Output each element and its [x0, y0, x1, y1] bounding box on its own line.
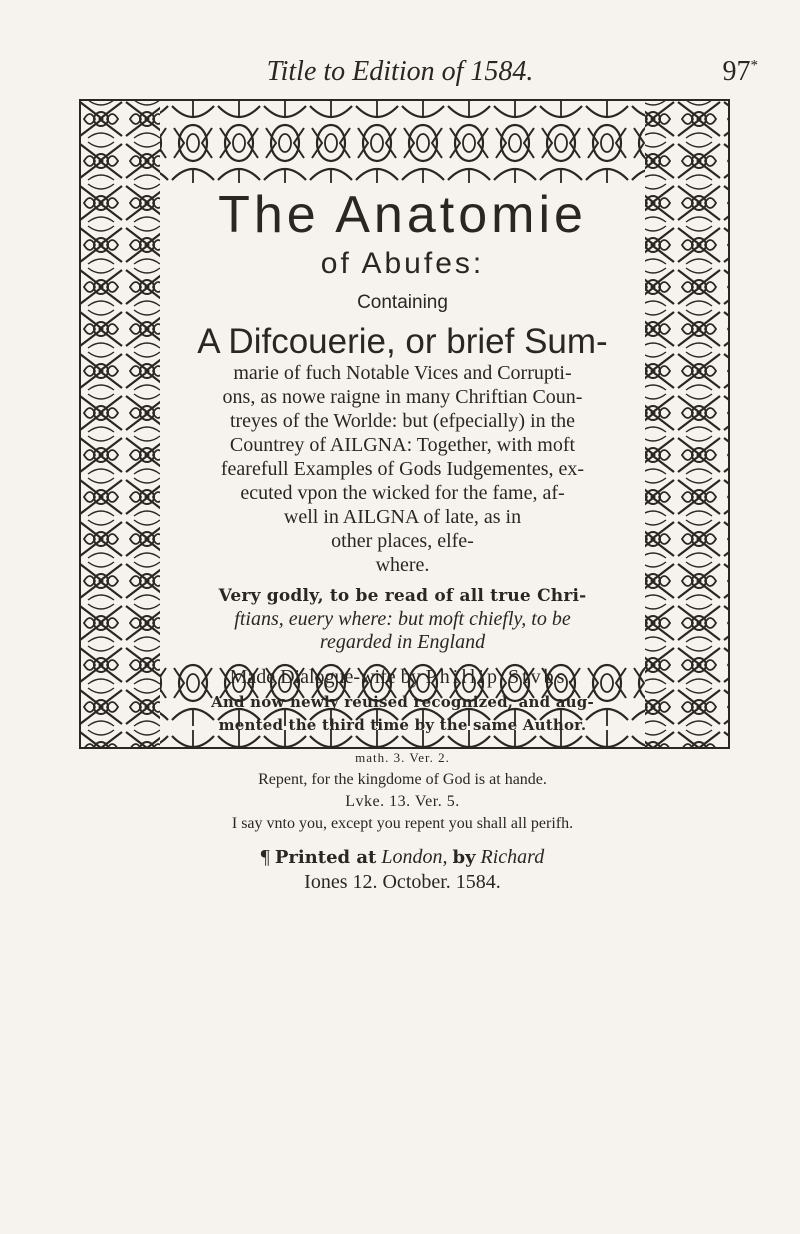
containing-label: Containing [357, 292, 448, 313]
title-panel [160, 183, 645, 893]
revision-block [160, 691, 645, 737]
description-line: fearefull Examples of Gods Iudgementes, ex- [220, 458, 585, 480]
author-name: Phillip Stvbs. [425, 666, 576, 688]
revision-line: mented the third time by the same Author. [218, 716, 587, 734]
description-line: marie of fuch Notable Vices and Corrupti- [233, 362, 572, 384]
discovery-line: A Difcouerie, or brief Sum- [197, 322, 608, 361]
description-line: ons, as nowe raigne in many Chriftian Coun- [222, 386, 583, 408]
italic-line: regarded in England [319, 631, 486, 653]
running-head [0, 56, 800, 88]
imprint-place: London, [381, 846, 448, 868]
author-prefix: Made Dialogue-wife by [229, 666, 421, 688]
imprint-by: by [452, 847, 476, 868]
pilcrow-mark: ¶ [260, 846, 270, 868]
page-number-value: 97 [722, 56, 751, 87]
imprint-line [160, 845, 645, 870]
imprint-printed: Printed at [274, 847, 377, 868]
description-line: treyes of the Worlde: but (efpecially) in the [229, 410, 576, 432]
scripture-ref: math. 3. Ver. 2. [355, 750, 450, 765]
description-line: where. [375, 554, 430, 576]
scripture-text: I say vnto you, except you repent you shall all perifh. [231, 815, 574, 832]
scripture-ref: Lvke. 13. Ver. 5. [345, 793, 460, 810]
author-line [160, 666, 645, 689]
blackletter-line: Very godly, to be read of all true Chri- [218, 586, 587, 606]
running-head-text: Title to Edition of 1584. [266, 56, 534, 87]
description-line: well in AILGNA of late, as in [283, 506, 522, 528]
revision-line: And now newly reuised recognized, and aug- [211, 693, 594, 711]
page-mark: * [750, 57, 758, 74]
description-block [160, 361, 645, 577]
description-line: other places, elfe- [331, 530, 474, 552]
description-line: Countrey of AILGNA: Together, with moft [229, 434, 576, 456]
description-line: ecuted vpon the wicked for the fame, af- [240, 482, 565, 504]
imprint-date: Iones 12. October. 1584. [304, 871, 501, 893]
imprint-block [160, 845, 645, 894]
subtitle: of Abufes: [320, 247, 485, 280]
scripture-block [160, 747, 645, 835]
italic-line: ftians, euery where: but moft chiefly, to be [234, 608, 571, 630]
imprint-printer: Richard [480, 846, 545, 868]
scripture-text: Repent, for the kingdome of God is at hande. [258, 771, 547, 788]
page-number [723, 56, 759, 88]
main-title: The Anatomie [218, 186, 587, 244]
blackletter-block [160, 585, 645, 654]
